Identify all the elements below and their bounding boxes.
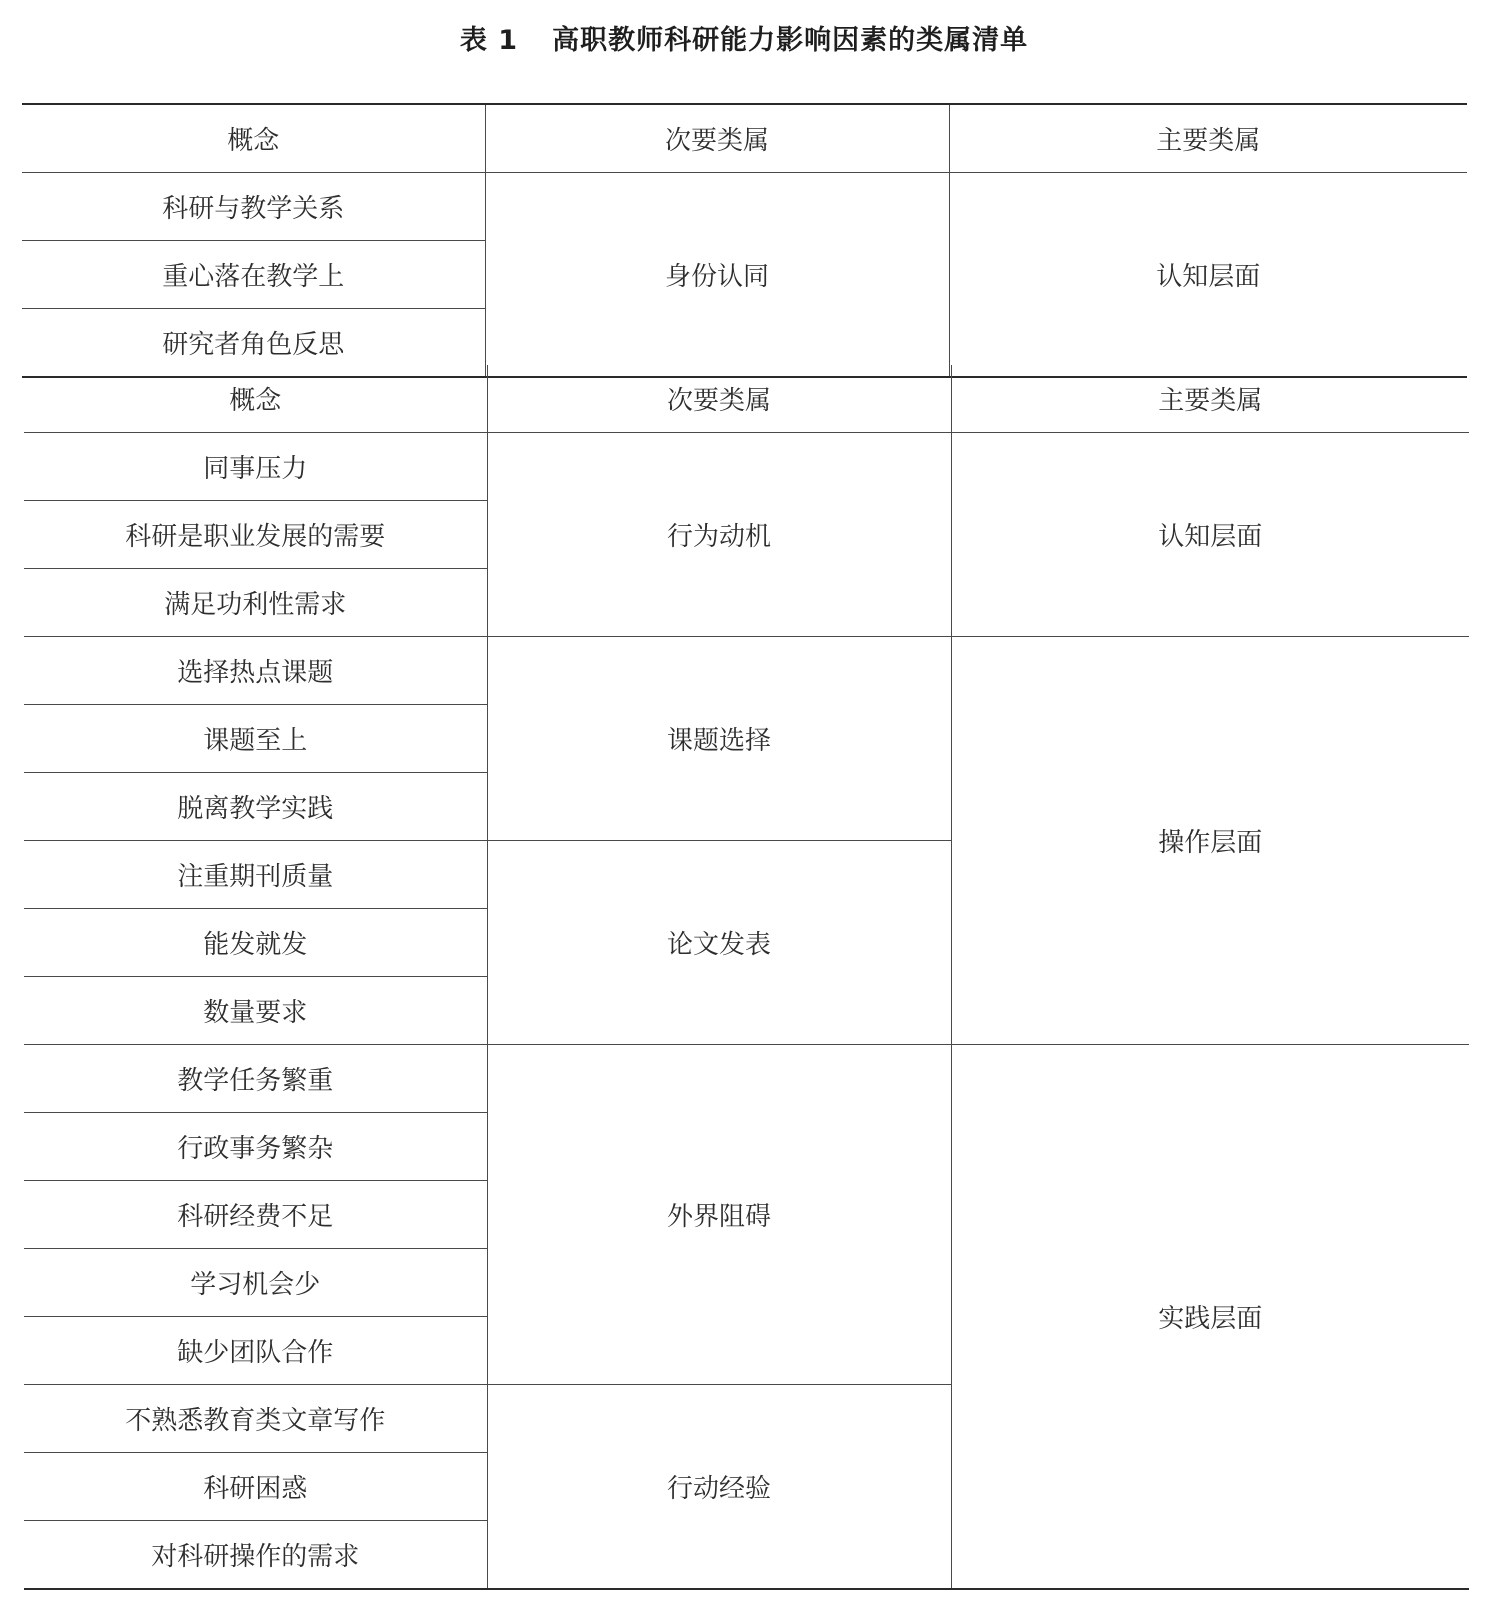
- header-secondary-category: 次要类属: [487, 365, 951, 433]
- concept-cell: 同事压力: [24, 433, 487, 501]
- header-primary-category: 主要类属: [951, 365, 1469, 433]
- concept-cell: 行政事务繁杂: [24, 1113, 487, 1181]
- table-title: [0, 18, 1488, 57]
- concept-cell: 科研是职业发展的需要: [24, 501, 487, 569]
- concept-cell: 科研经费不足: [24, 1181, 487, 1249]
- concept-cell: 教学任务繁重: [24, 1045, 487, 1113]
- table-number: 表 1: [459, 25, 519, 56]
- table-row: [24, 637, 1469, 705]
- concept-cell: 重心落在教学上: [22, 241, 485, 309]
- concept-cell: 对科研操作的需求: [151, 1542, 360, 1572]
- primary-category-cell: 操作层面: [951, 637, 1469, 1045]
- concept-cell: 科研与教学关系: [22, 173, 485, 241]
- header-secondary-category: 次要类属: [485, 104, 949, 173]
- concept-cell: 课题至上: [24, 705, 487, 773]
- header-row: [24, 365, 1469, 433]
- concept-cell: 满足功利性需求: [24, 569, 487, 637]
- table-row: [24, 1045, 1469, 1113]
- secondary-category-cell: 行为动机: [487, 433, 951, 637]
- concept-cell: 学习机会少: [24, 1249, 487, 1317]
- concept-cell: 研究者角色反思: [162, 330, 345, 360]
- secondary-category-cell: 身份认同: [485, 173, 949, 378]
- header-primary-category: 主要类属: [949, 104, 1467, 173]
- category-table-part-2: [24, 365, 1469, 1590]
- table-row: [22, 173, 1467, 241]
- concept-cell: 选择热点课题: [24, 637, 487, 705]
- header-concept: 概念: [24, 365, 487, 433]
- concept-cell: 数量要求: [24, 977, 487, 1045]
- concept-cell: 脱离教学实践: [24, 773, 487, 841]
- concept-cell: 能发就发: [24, 909, 487, 977]
- concept-cell: 缺少团队合作: [24, 1317, 487, 1385]
- concept-cell: 科研困惑: [24, 1453, 487, 1521]
- header-concept: 概念: [22, 104, 485, 173]
- table-row: [24, 433, 1469, 501]
- primary-category-cell: 实践层面: [1158, 1304, 1263, 1334]
- primary-category-cell: 认知层面: [949, 173, 1467, 378]
- secondary-category-cell: 论文发表: [487, 841, 951, 1045]
- table-caption: 高职教师科研能力影响因素的类属清单: [552, 25, 1029, 56]
- concept-cell: 不熟悉教育类文章写作: [24, 1385, 487, 1453]
- concept-cell: 注重期刊质量: [24, 841, 487, 909]
- secondary-category-cell: 行动经验: [487, 1385, 951, 1590]
- secondary-category-cell: 课题选择: [487, 637, 951, 841]
- secondary-category-cell: 外界阻碍: [487, 1045, 951, 1385]
- primary-category-cell: 认知层面: [951, 433, 1469, 637]
- header-row: [22, 104, 1467, 173]
- category-table-part-1: [22, 103, 1467, 378]
